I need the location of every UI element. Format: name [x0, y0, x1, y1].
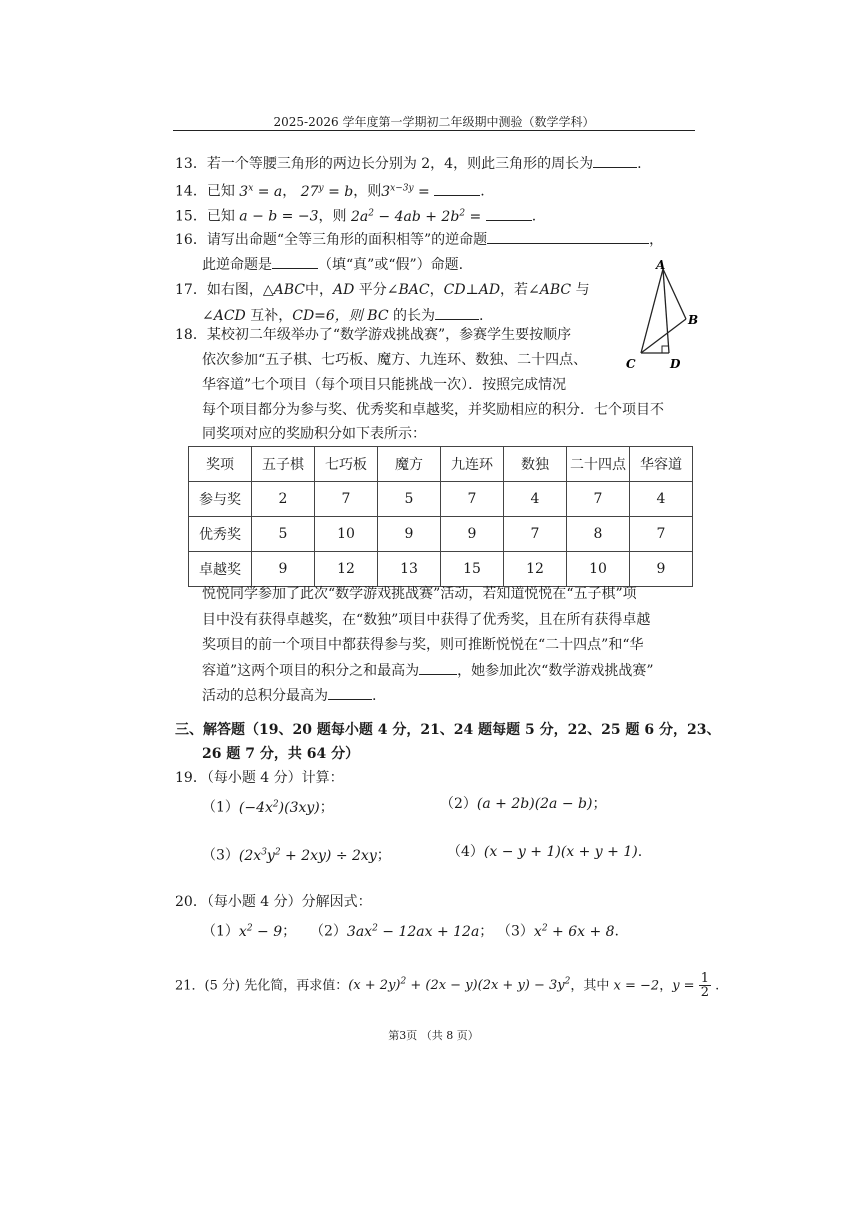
table-row	[189, 552, 693, 587]
table-cell: 2	[252, 482, 315, 517]
q17-end: .	[478, 308, 484, 324]
q18-after-4a: 容道”这两个项目的积分之和最高为	[202, 663, 420, 679]
q19-label-1: （1）	[202, 799, 239, 816]
q14-expr-2: $27^y = b$	[300, 183, 354, 200]
question-18-line-1	[175, 325, 571, 345]
question-18-line-3: 华容道”七个项目（每个项目只能挑战一次）．按照完成情况	[202, 377, 567, 393]
question-15	[175, 203, 536, 227]
q17-angle-bac: ∠BAC	[386, 282, 430, 298]
table-cell: 7	[567, 482, 630, 517]
table-cell: 5	[252, 517, 315, 552]
table-header-cell: 华容道	[630, 447, 693, 482]
table-cell: 卓越奖	[189, 552, 252, 587]
q20-semi-1: ；	[282, 923, 297, 940]
q21-denominator: 2	[700, 985, 709, 1001]
q15-blank	[486, 206, 532, 221]
q18-after-5a: 活动的总积分最高为	[202, 688, 328, 704]
score-table	[188, 446, 693, 587]
q20-label-1: （1）	[202, 923, 239, 940]
triangle-figure	[618, 255, 708, 370]
q13-end: .	[637, 156, 642, 172]
question-18-after-1: 悦悦同学参加了此次“数学游戏挑战赛”活动，若知道悦悦在“五子棋”项	[202, 586, 637, 602]
question-20-part-3	[497, 918, 619, 942]
q19-dot: .	[637, 844, 643, 860]
table-cell: 13	[378, 552, 441, 587]
q16-text-2a: 此逆命题是	[202, 257, 272, 273]
question-18-after-3: 奖项目的前一个项目中都获得参与奖，则可推断悦悦在“二十四点”和“华	[202, 637, 644, 653]
q15-end: .	[531, 208, 537, 225]
q17-blank	[435, 305, 479, 320]
q17-text-1f: 与	[575, 282, 590, 298]
table-header-cell: 魔方	[378, 447, 441, 482]
q17-number: 17．	[175, 282, 207, 298]
question-18-line-4: 每个项目都分为参与奖、优秀奖和卓越奖，并奖励相应的积分．七个项目不	[202, 402, 664, 418]
q14-number: 14．	[175, 183, 207, 200]
table-header-cell: 七巧板	[315, 447, 378, 482]
q19-expr-4: (x − y + 1)(x + y + 1)	[483, 844, 638, 860]
q16-blank-1	[487, 229, 649, 244]
q20-label-2: （2）	[310, 923, 347, 940]
table-cell: 优秀奖	[189, 517, 252, 552]
q13-blank	[593, 153, 637, 168]
q21-text-a: 21．(5 分) 先化简，再求值：	[175, 978, 349, 994]
question-18-after-4	[202, 660, 654, 681]
table-header-cell: 九连环	[441, 447, 504, 482]
q21-text-c: ，	[659, 978, 673, 994]
table-row	[189, 517, 693, 552]
table-cell: 10	[315, 517, 378, 552]
question-21	[175, 972, 719, 999]
q19-expr-1: $(-4x^2)(3xy)$	[238, 799, 320, 816]
question-19-part-3	[202, 842, 391, 866]
table-header-cell: 二十四点	[567, 447, 630, 482]
q17-text-2a: 互补，	[250, 308, 293, 324]
q20-expr-1: $x^2 - 9$	[238, 923, 283, 940]
q18-text-1: 某校初二年级举办了“数学游戏挑战赛”，参赛学生要按顺序	[206, 327, 572, 343]
table-cell: 7	[315, 482, 378, 517]
q17-cd-value: CD=6，则	[292, 308, 368, 324]
question-17-line-1	[175, 280, 590, 300]
q15-number: 15．	[175, 208, 207, 225]
q21-x-value: x = −2	[613, 978, 660, 994]
question-18-after-5	[202, 685, 376, 706]
q13-text: 若一个等腰三角形的两边长分别为 2，4，则此三角形的周长为	[206, 156, 594, 172]
table-cell: 9	[252, 552, 315, 587]
q15-expr-2: $2a^2 - 4ab + 2b^2$ =	[350, 208, 482, 225]
q15-expr-1: a − b = −3	[239, 208, 319, 225]
q16-text-1: 请写出命题“全等三角形的面积相等”的逆命题	[206, 232, 488, 248]
q17-angle-abc: ∠ABC	[528, 282, 572, 298]
q14-text-c: ，则	[353, 183, 382, 200]
table-cell: 7	[441, 482, 504, 517]
q20-expr-3: $x^2 + 6x + 8$	[533, 923, 615, 940]
q18-after-4b: ，她参加此次“数学游戏挑战赛”	[457, 663, 654, 679]
table-cell: 15	[441, 552, 504, 587]
figure-segment-ac	[641, 269, 663, 353]
section-3-title-1: 三、解答题（19、20 题每小题 4 分，21、24 题每题 5 分，22、25 题 6 分，23、	[175, 722, 721, 738]
table-cell: 9	[441, 517, 504, 552]
q14-expr-3: $3^{x-3y}$ =	[381, 183, 430, 200]
question-19-part-4	[447, 842, 642, 862]
table-header-cell: 数独	[504, 447, 567, 482]
table-cell: 12	[504, 552, 567, 587]
q21-expr: $(x + 2y)^2 + (2x - y)(2x + y) - 3y^2$	[348, 977, 571, 994]
figure-segment-bc	[641, 319, 686, 353]
table-cell: 7	[504, 517, 567, 552]
q14-end: .	[480, 183, 485, 200]
q15-text-b: ，则	[318, 208, 347, 225]
q19-label-4: （4）	[447, 844, 484, 860]
question-17-line-2	[202, 305, 483, 326]
table-cell: 9	[378, 517, 441, 552]
section-3-title-2: 26 题 7 分，共 64 分）	[202, 746, 360, 762]
question-13	[175, 153, 642, 174]
q18-blank-1	[419, 660, 457, 675]
q14-text-a: 已知	[206, 183, 235, 200]
q17-angle-acd: ∠ACD	[202, 308, 246, 324]
q18-number: 18．	[175, 327, 207, 343]
table-cell: 10	[567, 552, 630, 587]
q14-blank	[434, 181, 480, 196]
question-19-part-1	[202, 794, 334, 818]
table-header-cell: 奖项	[189, 447, 252, 482]
table-cell: 8	[567, 517, 630, 552]
table-header-cell: 五子棋	[252, 447, 315, 482]
header-rule	[173, 130, 695, 131]
q19-expr-3: $(2x^3y^2 + 2xy) \div 2xy$	[238, 847, 377, 864]
q17-ad: AD	[332, 282, 355, 298]
q16-blank-2	[272, 254, 318, 269]
q17-triangle-abc: △ABC	[262, 282, 305, 298]
question-16-line-2	[202, 254, 463, 275]
table-cell: 参与奖	[189, 482, 252, 517]
table-cell: 4	[630, 482, 693, 517]
q19-semi-3: ；	[376, 847, 391, 864]
table-cell: 9	[630, 552, 693, 587]
q17-text-1a: 如右图，	[206, 282, 263, 298]
question-18-line-5: 同奖项对应的奖励积分如下表所示：	[202, 426, 426, 442]
q17-cd-perp-ad: CD⊥AD	[443, 282, 501, 298]
q14-expr-1: $3^x = a$	[239, 183, 283, 200]
q20-semi-2: ；	[479, 923, 494, 940]
question-19-part-2	[440, 794, 606, 814]
question-18-line-2: 依次参加“五子棋、七巧板、魔方、九连环、数独、二十四点、	[202, 352, 588, 368]
q21-y-equals: y =	[672, 978, 695, 994]
q17-text-2c: 的长为	[388, 308, 435, 324]
question-20-part-2	[310, 918, 493, 942]
table-cell: 5	[378, 482, 441, 517]
table-cell: 4	[504, 482, 567, 517]
figure-label-a: A	[656, 258, 666, 272]
q17-text-1d: ，	[429, 282, 444, 298]
table-cell: 7	[630, 517, 693, 552]
q16-end-1: ，	[649, 232, 664, 248]
question-18-after-2: 目中没有获得卓越奖，在“数独”项目中获得了优秀奖，且在所有获得卓越	[202, 612, 651, 628]
q18-blank-2	[328, 685, 372, 700]
q21-text-b: ，其中	[570, 978, 614, 994]
q14-text-b: ，	[282, 183, 297, 200]
q19-expr-2: (a + 2b)(2a − b)	[476, 796, 593, 812]
table-cell: 12	[315, 552, 378, 587]
question-20-title: 20．（每小题 4 分）分解因式：	[175, 894, 372, 910]
q20-dot: .	[614, 923, 619, 940]
question-20-part-1	[202, 918, 296, 942]
q17-text-1c: 平分	[358, 282, 387, 298]
figure-label-d: D	[670, 357, 681, 370]
q18-end: .	[372, 688, 377, 704]
question-19-title: 19．（每小题 4 分）计算：	[175, 770, 344, 786]
q16-text-2b: （填“真”或“假”）命题.	[318, 257, 464, 273]
q16-number: 16．	[175, 232, 207, 248]
q19-semi-2: ；	[592, 796, 607, 812]
question-14	[175, 178, 485, 202]
q20-label-3: （3）	[497, 923, 534, 940]
figure-label-b: B	[688, 313, 699, 327]
q21-numerator: 1	[700, 971, 709, 987]
question-16-line-1	[175, 229, 663, 250]
page-footer: 第3页 （共 8 页）	[388, 1029, 479, 1042]
q15-text-a: 已知	[206, 208, 235, 225]
table-row	[189, 482, 693, 517]
q17-text-1b: 中，	[304, 282, 333, 298]
figure-label-c: C	[626, 357, 636, 370]
page-header: 2025-2026 学年度第一学期初二年级期中测验（数学学科）	[273, 115, 595, 129]
q19-semi-1: ；	[319, 799, 334, 816]
q17-text-1e: ，若	[500, 282, 529, 298]
q21-end: .	[711, 978, 720, 994]
q19-label-3: （3）	[202, 847, 239, 864]
q17-bc: BC	[367, 308, 389, 324]
q20-expr-2: $3ax^2 - 12ax + 12a$	[346, 923, 480, 940]
q13-number: 13．	[175, 156, 207, 172]
q19-label-2: （2）	[440, 796, 477, 812]
q21-fraction	[699, 972, 711, 999]
table-header-row	[189, 447, 693, 482]
